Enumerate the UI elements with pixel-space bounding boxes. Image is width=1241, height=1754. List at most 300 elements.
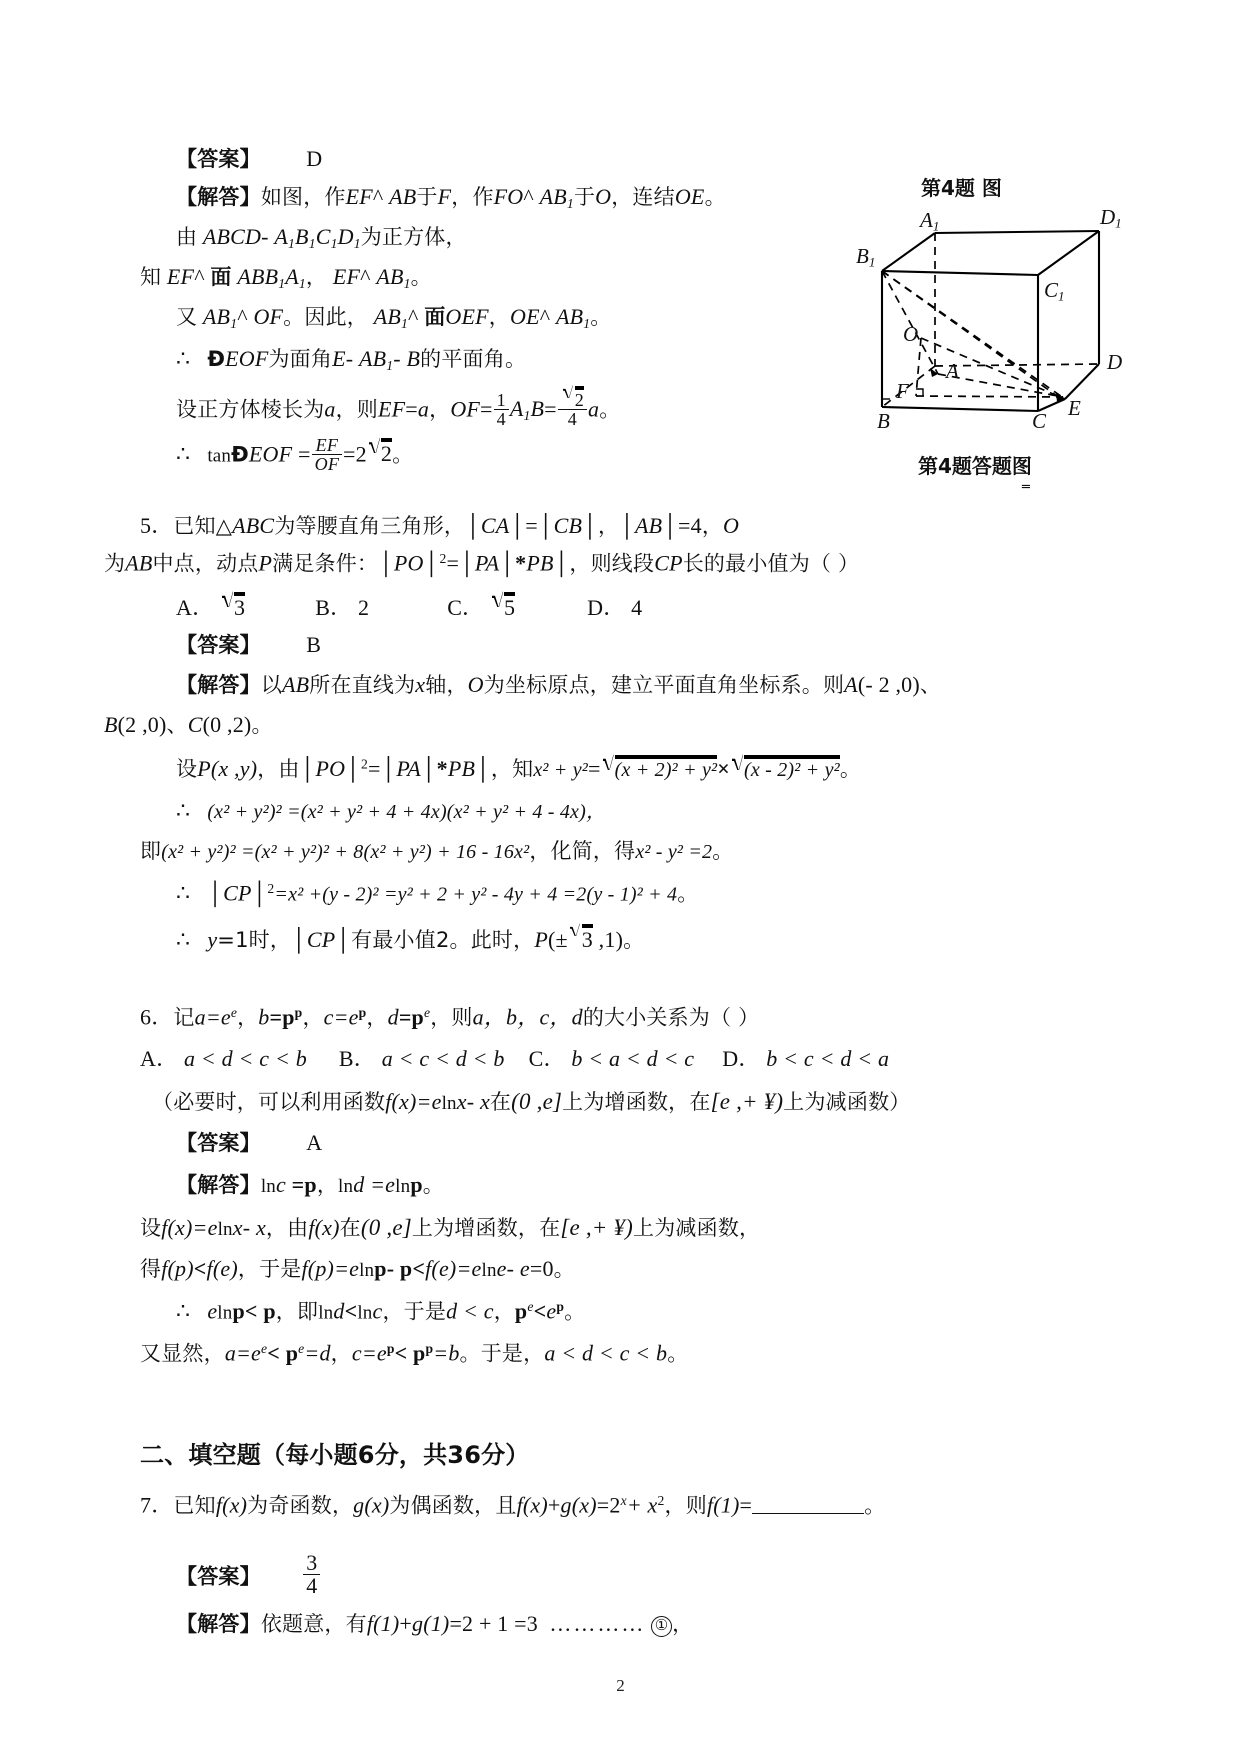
stray-mark-icon: ═ <box>1022 480 1030 495</box>
vertex-label-O: O <box>903 322 919 346</box>
q6-answer-tag: 【答案】 <box>176 1131 261 1155</box>
q4-l5-e: E <box>332 346 346 371</box>
q6-sl5-c-sup: p <box>386 1341 395 1356</box>
q4-l7-eq1: = <box>298 441 311 467</box>
cube-figure <box>856 205 1170 433</box>
q5-sl7-therefore: ∴ <box>176 927 191 952</box>
q5-answer-line <box>176 634 321 656</box>
q5-option-A[interactable]: A． 3 <box>176 595 245 620</box>
q4-l5-angle: Ð <box>207 347 226 371</box>
q5-s2-times: * <box>515 550 527 576</box>
q6-hint-end: 上为减函数） <box>783 1090 911 1114</box>
q7-sl1-plus: + <box>399 1611 412 1636</box>
q6-sl1-eq: =p <box>291 1172 317 1197</box>
q6-sl3-pre: 得 <box>140 1257 162 1281</box>
q4-l4-perp: ^ <box>237 304 248 329</box>
q4-l1-fo: FO <box>493 184 524 209</box>
q5-sl1-o: O <box>467 672 484 697</box>
q6-stem <box>140 1006 759 1029</box>
q7-stem-end: 。 <box>864 1493 886 1518</box>
q4-l6-eq1: = <box>405 396 418 422</box>
q6-sl4-lt: < p <box>244 1298 276 1324</box>
q6-stem-d-eq: =p <box>398 1004 424 1030</box>
q4-l5-b: B <box>406 346 421 371</box>
q5-s1-cb: CB <box>553 513 583 538</box>
q5-s1-comma2: ， <box>701 514 724 538</box>
q4-l7-tan: tan <box>207 445 232 467</box>
q5-option-D[interactable]: D． 4 <box>587 595 643 620</box>
q6-sl4-ln3: ln <box>357 1302 373 1324</box>
q5-sl2-ccoord: (0 ,2) <box>202 712 252 737</box>
q5-sl6-end: 。 <box>677 881 699 906</box>
q5-options <box>176 592 642 619</box>
q5-sl2-bcoord: (2 ,0) <box>117 712 167 737</box>
q6-sl1-end: 。 <box>422 1173 444 1197</box>
q4-l2-pre: 由 <box>176 225 198 249</box>
q7-solution-line-1 <box>176 1613 693 1637</box>
q5-sl6-cp: CP <box>223 880 252 906</box>
q6-sl2-pre: 设 <box>140 1216 162 1240</box>
q6-sl3-p: p <box>374 1256 387 1281</box>
q6-stem-mid: ，则 <box>430 1005 473 1030</box>
q6-sl4-c: c <box>372 1298 383 1324</box>
q4-l7-end: 。 <box>392 442 414 467</box>
q7-sl1-pre: 依题意，有 <box>260 1612 367 1636</box>
q4-l4-perp2: ^ <box>407 304 419 329</box>
q5-sl3-po: PO <box>315 756 346 781</box>
q6-sl5-eq: =e <box>236 1340 262 1366</box>
q7-stem-f: f(x) <box>215 1492 248 1518</box>
q6-hint-ln: ln <box>441 1093 457 1114</box>
q4-l6-a3: a <box>588 396 600 422</box>
q6-hint-minus: - x <box>466 1089 490 1114</box>
q4-l4-ab1: $AB_1$ <box>202 304 238 331</box>
q7-answer-line <box>176 1552 321 1598</box>
q6-sl4-lt2: < <box>344 1298 358 1324</box>
q7-sl1-circled-1: ① <box>651 1616 672 1637</box>
q4-l7-eof: EOF <box>248 441 293 467</box>
q4-l3-ef2: EF <box>332 264 361 289</box>
q4-l3-end: 。 <box>410 265 432 289</box>
q6-sl3-eq2: =e <box>456 1256 482 1281</box>
q6-stem-c1: ， <box>237 1005 259 1030</box>
q5-sl3-comma: ，由 <box>257 757 300 781</box>
q5-answer-value: B <box>306 632 322 657</box>
q6-option-A[interactable]: A． a < d < c < b <box>140 1046 307 1071</box>
q5-sl4-therefore: ∴ <box>176 798 191 823</box>
q6-sl1-eq2: =e <box>370 1172 396 1197</box>
q4-l2-post: 为正方体， <box>360 225 467 249</box>
q4-answer-value: D <box>306 146 323 171</box>
q4-l7-angle: Ð <box>231 442 249 467</box>
q5-sl2-c: C <box>187 712 203 737</box>
q5-s2-sup: 2 <box>439 551 447 566</box>
q5-sl7-tail: ,1) <box>592 927 624 952</box>
q4-l5-eof: EOF <box>225 346 269 371</box>
q6-option-C[interactable]: C． b < a < d < c <box>528 1046 695 1071</box>
q6-sl4-ep: e <box>546 1298 557 1324</box>
q4-l4-mid: 。因此， <box>283 305 368 329</box>
q5-sl2-end: 。 <box>251 713 273 737</box>
q4-l1-f: F <box>437 184 452 209</box>
q4-solution-line-4 <box>176 306 611 330</box>
q4-l2-a1b1c1d1: $A_1B_1C_1D_1$ <box>274 224 361 251</box>
q6-solution-line-5 <box>140 1342 688 1365</box>
q5-sl3-pb: PB <box>447 756 476 781</box>
q5-sl6-sup: 2 <box>267 881 275 896</box>
q5-sl3-pre: 设 <box>176 757 198 781</box>
q4-l6-ef: EF <box>378 396 406 422</box>
q4-l6-a: a <box>324 396 336 422</box>
q6-sl2-f2: f(x) <box>308 1215 340 1240</box>
q4-l6-eq2: = <box>480 396 493 422</box>
figure-caption-top: 第4题 图 <box>921 176 1002 200</box>
q5-sl3-lhs: x² + y² <box>533 759 588 781</box>
q5-sl2-b: B <box>104 712 118 737</box>
q5-solution-line-3: 设P(x ,y)，由│PO│$^2$=│PA│*PB│，知x² + y²= (x + 2)² + y²× (x - 2)² + y²。 <box>176 756 862 781</box>
q6-hint-eq: =e <box>416 1089 442 1114</box>
q4-l1-ef: EF <box>345 184 373 209</box>
sqrt-icon: 5 <box>491 592 515 619</box>
q5-s2-pa: PA <box>474 550 500 576</box>
q6-sl5-p-sup: e <box>298 1341 305 1356</box>
q5-sl1-mid: 所在直线为 <box>309 673 416 697</box>
q6-sl2-x: x <box>232 1215 243 1240</box>
q6-options <box>140 1048 889 1070</box>
q4-l6-frac-sqrt2-4: $\frac{2}{4}$ <box>558 386 587 429</box>
q5-sl5-result: x² - y² =2 <box>635 841 713 863</box>
q4-l5-mid: 为面角 <box>268 347 333 371</box>
q7-answer-blank[interactable] <box>752 1498 864 1514</box>
q6-sl5-mid: 。于是， <box>459 1341 545 1366</box>
q7-stem-mid3: ，则 <box>664 1493 707 1518</box>
q7-stem <box>140 1494 885 1517</box>
q7-stem-sup2: 2 <box>657 1493 665 1508</box>
q5-s1-o: O <box>723 513 740 538</box>
q4-l6-pre: 设正方体棱长为 <box>176 397 325 422</box>
q5-stem-line-1: 5．已知△ABC为等腰直角三角形，│CA│=│CB│，│AB│=4，O <box>140 513 740 538</box>
q5-s2-ab: AB <box>125 550 153 576</box>
q4-l4-comma: ， <box>488 305 510 329</box>
q5-s2-pre: 为 <box>104 551 126 576</box>
q6-sl3-ln: ln <box>359 1260 375 1281</box>
q7-sl1-f1: f(1) <box>366 1611 400 1636</box>
q6-stem-vars: a，b，c，d <box>472 1004 583 1030</box>
q6-sl3-fe: f(e) <box>206 1256 238 1281</box>
q6-stem-c: c <box>323 1004 334 1030</box>
q6-sl5-eq4: =b <box>433 1340 460 1366</box>
q5-sl1-a: A <box>844 672 858 697</box>
q7-stem-sup-x: x <box>620 1493 627 1508</box>
q5-solution-line-1 <box>176 674 941 696</box>
q6-sl1-comma: ， <box>316 1173 339 1197</box>
q4-l6-frac-1-4: $\frac{1}{4}$ <box>494 391 509 429</box>
q5-sl1-end: 、 <box>919 673 942 697</box>
q4-l1-mid3: 于 <box>573 185 596 209</box>
q6-sl3-fp2: f(p) <box>301 1256 335 1281</box>
q6-stem-a-sup: e <box>230 1005 238 1020</box>
q6-number: 6． <box>140 1004 174 1030</box>
q4-l4-end: 。 <box>590 305 612 329</box>
q6-solution-line-3 <box>140 1258 575 1280</box>
q4-l5-ab1: $AB_1$ <box>358 346 394 373</box>
q4-l6-of: OF <box>450 396 481 422</box>
q4-l3-abb1a1: $ABB_1A_1$ <box>237 264 306 291</box>
q6-option-D[interactable]: D． b < c < d < a <box>722 1046 890 1071</box>
q4-answer-line <box>176 148 322 170</box>
q4-l4-perp3: ^ <box>539 304 551 329</box>
q7-solution-tag: 【解答】 <box>176 1612 261 1636</box>
q6-hint-mid: 上为增函数，在 <box>562 1090 711 1114</box>
q5-sl3-mul: × <box>717 756 731 781</box>
q6-sl2-end: 上为减函数， <box>633 1216 761 1240</box>
q4-l5-end: 的平面角。 <box>420 347 527 371</box>
vertex-label-A: A <box>946 359 959 383</box>
q5-option-B[interactable]: B． 2 <box>315 595 370 620</box>
sqrt-icon: 3 <box>569 924 593 951</box>
q5-s2-mid: 中点，动点 <box>152 551 259 576</box>
q6-sl5-eq3: =e <box>361 1340 387 1366</box>
q6-option-B[interactable]: B． a < c < d < b <box>338 1046 505 1071</box>
q6-stem-c3: ， <box>366 1005 388 1030</box>
q7-stem-eq2: = <box>739 1492 753 1518</box>
q6-stem-pre: 记 <box>173 1005 195 1030</box>
q6-sl2-comma: ，由 <box>265 1216 309 1240</box>
q6-sl2-minus: - x <box>242 1215 266 1240</box>
q4-l7-eq2: =2 <box>343 441 367 467</box>
q7-sl1-g1: g(1) <box>412 1611 450 1636</box>
q5-sl3-end: 。 <box>839 757 862 781</box>
q4-l6-mid2: ， <box>429 397 451 422</box>
vertex-label-B1: $B_1$ <box>856 244 876 270</box>
q4-l6-end: 。 <box>599 397 621 422</box>
q4-solution-tag: 【解答】 <box>176 185 261 209</box>
q5-s1-abc: ABC <box>232 513 275 538</box>
q5-solution-line-5 <box>140 840 733 862</box>
q5-sl3-p: P <box>197 756 211 781</box>
q5-s2-end: 长的最小值为（ ） <box>682 551 860 576</box>
q4-l3-pre: 知 <box>140 265 162 289</box>
q6-sl5-c: c <box>351 1340 362 1366</box>
q5-stem-line-2: 为AB中点，动点P满足条件：│PO│$^2$=│PA│*PB│，则线段CP长的最小值为（ ） <box>104 550 860 576</box>
q6-sl2-mid: 上为增函数，在 <box>411 1216 561 1240</box>
q5-sl1-ab: AB <box>282 672 310 697</box>
q5-answer-tag: 【答案】 <box>176 633 261 657</box>
q6-stem-d-sup: e <box>423 1005 431 1020</box>
q6-sl5-order: a < d < c < b <box>544 1340 668 1366</box>
q4-l3-perp: ^ <box>194 264 205 289</box>
q6-sl2-eq: =e <box>192 1215 218 1240</box>
q6-sl4-pe-sup: e <box>527 1299 534 1314</box>
q6-sl3-fe2: f(e) <box>425 1256 457 1281</box>
q5-sl1-mid3: 为坐标原点，建立平面直角坐标系。则 <box>483 673 845 697</box>
q6-sl5-lt2: < p <box>394 1340 426 1366</box>
q5-sl7-cp: CP <box>306 927 336 952</box>
q4-l2-dash: - <box>261 224 269 249</box>
q5-s2-p: P <box>258 550 273 576</box>
q6-sl1-d: d <box>353 1172 365 1197</box>
q6-sl3-end: 。 <box>553 1257 575 1281</box>
sqrt-icon: 3 <box>221 592 245 619</box>
q5-s1-pre: 已知△ <box>173 514 233 538</box>
q7-stem-g2: g(x) <box>560 1492 597 1518</box>
q5-sl3-sup: 2 <box>360 756 368 772</box>
q5-sl5-end: 。 <box>712 839 734 863</box>
q6-sl5-lt: < p <box>267 1340 299 1366</box>
q5-sl7-y: y <box>207 927 218 952</box>
q6-hint-f: f(x) <box>385 1089 417 1114</box>
q5-sl6-therefore: ∴ <box>176 880 191 906</box>
q5-sl5-pre: 即 <box>140 839 162 863</box>
q6-sl3-ln2: ln <box>481 1260 497 1281</box>
q4-l1-perp1: ^ <box>372 184 384 209</box>
vertex-label-C: C <box>1032 409 1047 433</box>
figure-caption-bottom: 第4题答题图 <box>918 454 1032 478</box>
q6-sl2-int2: [e ,+ ¥) <box>560 1215 634 1240</box>
q4-l3-ef: EF <box>166 264 195 289</box>
q6-sl2-ln: ln <box>217 1219 233 1240</box>
q4-l1-mid2: ，作 <box>451 185 494 209</box>
q6-sl4-pe: p <box>514 1298 528 1324</box>
q6-stem-b-eq: =p <box>269 1004 295 1030</box>
q5-sl3-eq2: = <box>587 756 601 781</box>
q6-hint-zai: 在 <box>489 1090 512 1114</box>
q6-sl5-pre: 又显然， <box>140 1341 225 1366</box>
q5-sl5-mid: ，化简，得 <box>529 839 636 863</box>
q6-sl1-ln: ln <box>260 1176 276 1197</box>
q5-s2-mid3: ，则线段 <box>569 551 655 576</box>
vertex-label-D1: $D_1$ <box>1100 205 1122 231</box>
q4-l4-mian: 面 <box>424 305 446 329</box>
q4-l4-ab1b: $AB_1$ <box>373 304 408 331</box>
q4-l3-comma: ， <box>305 265 328 289</box>
q6-sl5-end: 。 <box>667 1341 689 1366</box>
q5-sl7-mid: 有最小值2。此时， <box>351 928 535 952</box>
q6-solution-line-1 <box>176 1174 444 1196</box>
q5-solution-line-7: ∴ y=1时，│CP│有最小值2。此时，P(± 3 ,1)。 <box>176 924 644 951</box>
vertex-label-E: E <box>1068 396 1081 420</box>
q4-l3-ab1: $AB_1$ <box>376 264 411 291</box>
q6-sl2-f: f(x) <box>161 1215 193 1240</box>
q6-sl1-c: c <box>276 1172 286 1197</box>
q6-sl4-comma3: ， <box>493 1299 515 1324</box>
q6-stem-c-eq: =e <box>333 1004 359 1030</box>
q6-sl4-ln: ln <box>217 1302 233 1324</box>
q5-sl3-pa: PA <box>396 756 421 781</box>
q5-solution-line-2 <box>104 714 273 736</box>
q6-sl2-int1: (0 ,e] <box>360 1215 412 1240</box>
q7-answer-tag: 【答案】 <box>176 1564 261 1589</box>
q5-sl3-eq: = <box>367 756 381 781</box>
q6-sl3-zero: =0 <box>529 1256 554 1281</box>
q5-s2-mid2: 满足条件： <box>272 551 379 576</box>
q7-answer-fraction: $\frac{3}{4}$ <box>303 1552 320 1598</box>
q6-sl3-lt: < <box>193 1256 207 1281</box>
q5-s1-ca: CA <box>480 513 510 538</box>
q6-sl4-end: 。 <box>564 1299 586 1324</box>
vertex-label-D: D <box>1107 350 1123 374</box>
q5-sl2-sep: 、 <box>166 713 188 737</box>
q4-solution-line-2 <box>176 226 467 250</box>
q4-l1-oe: OE <box>674 184 705 209</box>
q7-stem-eq: =2 <box>596 1492 621 1518</box>
vertex-label-B: B <box>877 409 890 433</box>
q6-sl4-p: p <box>232 1298 245 1324</box>
q5-option-C[interactable]: C． 5 <box>447 595 515 620</box>
q6-stem-c-sup: p <box>358 1005 367 1020</box>
q7-sl1-end: ， <box>672 1612 694 1636</box>
q4-l6-eq3: = <box>544 396 557 422</box>
q5-solution-line-6: ∴ │CP│$^2$=x² +(y - 2)² =y² + 2 + y² - 4y + 4 =2(y - 1)² + 4。 <box>176 880 699 906</box>
q5-s2-pb: PB <box>526 550 554 576</box>
q4-l4-oe: OE <box>510 304 540 329</box>
q5-sl7-p: P <box>534 927 548 952</box>
q4-solution-line-5 <box>176 348 526 372</box>
q5-solution-line-4 <box>176 800 606 822</box>
q5-s1-comma: ， <box>597 514 620 538</box>
q4-l7-therefore: ∴ <box>176 441 191 467</box>
q4-l6-mid1: ，则 <box>335 397 379 422</box>
q5-sl5-expr: (x² + y²)² =(x² + y²)² + 8(x² + y²) + 16 - 16x² <box>161 841 530 863</box>
q6-sl3-minus: - p <box>386 1256 413 1281</box>
q6-sl3-comma: ，于是 <box>237 1257 302 1281</box>
q5-sl1-pre: 以 <box>260 673 283 697</box>
q5-sl7-pm: (± <box>547 927 568 952</box>
q6-sl5-p-sup2: p <box>425 1341 434 1356</box>
q6-hint <box>152 1090 910 1113</box>
q6-hint-pre: （必要时，可以利用函数 <box>152 1090 386 1114</box>
q4-l5-therefore: ∴ <box>176 346 191 371</box>
q5-s2-cp: CP <box>654 550 683 576</box>
q6-answer-line <box>176 1132 322 1154</box>
q6-stem-a: a <box>194 1004 206 1030</box>
q7-sl1-eq: =2 + 1 =3 <box>449 1611 538 1636</box>
q6-hint-x: x <box>456 1089 467 1114</box>
q4-l5-d2: - <box>393 346 401 371</box>
q6-stem-b-sup: p <box>294 1005 303 1020</box>
q4-l1-mid4: ，连结 <box>611 185 675 209</box>
q7-stem-mid1: 为奇函数， <box>247 1493 354 1518</box>
q4-l3-mian: 面 <box>210 265 232 289</box>
q4-l1-perp2: ^ <box>523 184 534 209</box>
q6-sl1-ln3: ln <box>395 1176 411 1197</box>
page-number: 2 <box>616 1676 625 1695</box>
q6-sl4-comma: ，即 <box>275 1299 319 1324</box>
q6-stem-d: d <box>387 1004 399 1030</box>
q5-s1-ab: AB <box>634 513 663 538</box>
q5-s1-mid: 为等腰直角三角形， <box>274 514 466 538</box>
q6-sl3-eq: =e <box>334 1256 360 1281</box>
q5-sl3-pcoord: (x ,y) <box>210 756 258 781</box>
vertex-label-C1: $C_1$ <box>1044 278 1065 304</box>
q6-solution-line-4 <box>176 1300 585 1323</box>
q6-stem-end: 的大小关系为（ ） <box>582 1005 760 1030</box>
q4-l6-a2: a <box>417 396 430 422</box>
q6-sl4-comma2: ，于是 <box>382 1299 447 1324</box>
q6-sl5-eq2: =d <box>304 1340 331 1366</box>
q6-sl4-dc: d < c <box>446 1298 494 1324</box>
q4-l4-pre: 又 <box>176 305 198 329</box>
q4-l1-end: 。 <box>704 185 726 209</box>
q6-sl4-ln2: ln <box>318 1302 334 1324</box>
q6-answer-value: A <box>306 1130 323 1155</box>
q7-stem-f1: f(1) <box>706 1492 740 1518</box>
q5-sl7-eq: =1时， <box>217 928 292 952</box>
q4-l4-ab1c: $AB_1$ <box>555 304 591 331</box>
q4-l5-d1: - <box>345 346 354 371</box>
q6-sl3-e: e <box>496 1256 507 1281</box>
q4-l6-a1b: $A_1B$ <box>509 396 545 424</box>
